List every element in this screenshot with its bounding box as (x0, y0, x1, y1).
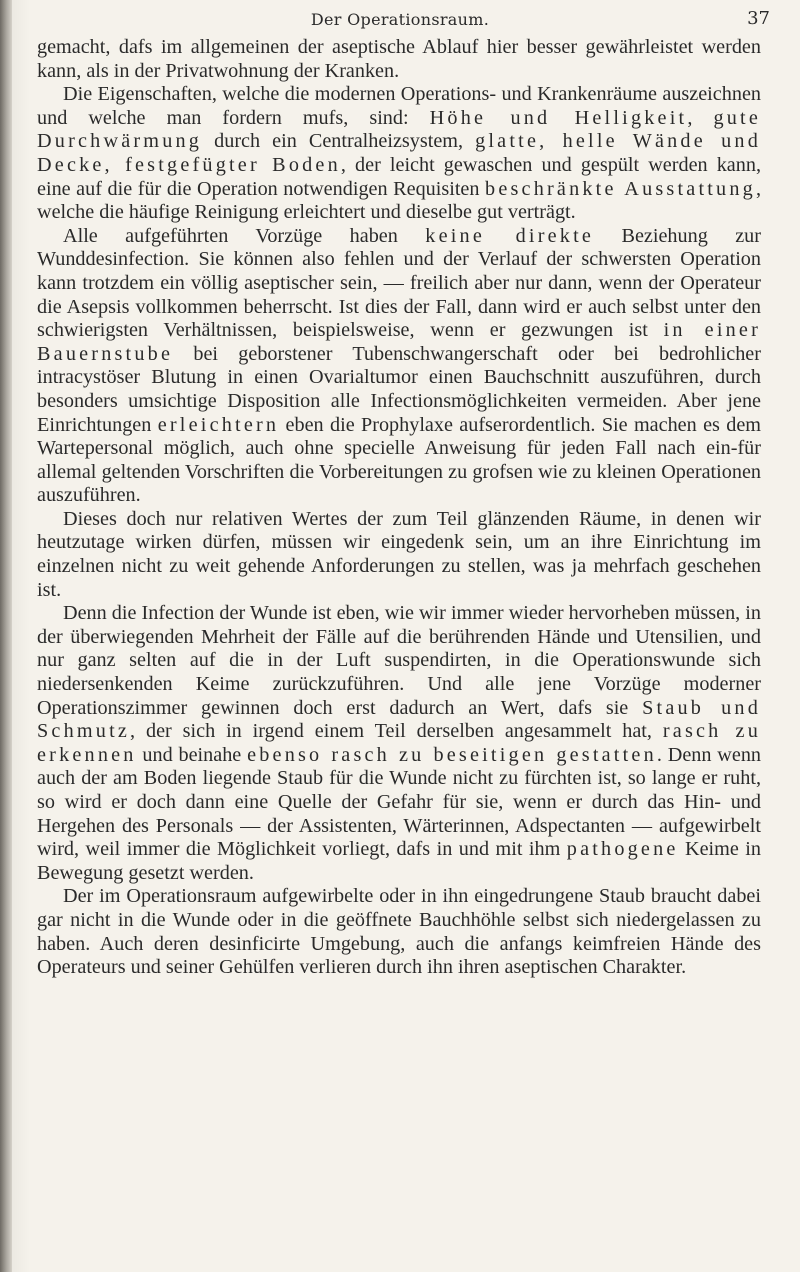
text-run: gemacht, dafs im allgemeinen der aseptische Ablauf hier besser gewährleistet werden kann, als in der Privatwohnung der Kranken. (37, 36, 761, 82)
emphasized-text: gute Durchwärmung (37, 106, 761, 153)
emphasized-text: erleichtern (157, 413, 280, 436)
page-number: 37 (747, 8, 770, 29)
text-run: , (687, 106, 714, 129)
body-text (37, 36, 761, 980)
paragraph (37, 36, 761, 83)
text-run: Keime in Bewegung gesetzt werden. (37, 838, 761, 884)
paragraph (37, 225, 761, 508)
emphasized-text: Höhe und Helligkeit (429, 106, 688, 129)
text-run: . Denn wenn auch der am Boden liegende Staub für die Wunde nicht zu fürchten ist, so lange er ruht, so wird er doch dann eine Quelle der Gefahr für sie, wenn er durch das Hin- und Hergehen des Personals — der Assistenten, Wärterinnen, Adspectanten — aufgewirbelt wird, weil immer die Möglichkeit vorliegt, dafs in und mit ihm (37, 743, 762, 861)
paragraph (37, 508, 761, 602)
text-run: Beziehung zur Wunddesinfection. Sie können also fehlen und der Verlauf der schwersten Operation kann trotzdem ein völlig aseptischer sein, — freilich aber nur dann, wenn der Operateur die Asepsis vollkommen beherrscht. Ist dies der Fall, dann wird er auch selbst unter den schwierigsten Verhältnissen, beispielsweise, wenn er gezwungen ist (37, 224, 761, 342)
emphasized-text: keine direkte (425, 224, 595, 247)
emphasized-text: Staub und Schmutz (37, 696, 761, 743)
text-run: und beinahe (136, 743, 248, 766)
emphasized-text: pathogene (566, 838, 679, 861)
text-run: eben die Prophylaxe aufserordentlich. Sie machen es dem Wartepersonal möglich, auch ohne specielle Anweisung für jeden Fall nach ein-für allemal geltenden Vorschriften die Vorbereitungen zu grofsen wie zu kleinen Operationen auszuführen. (37, 413, 761, 507)
emphasized-text: beschränkte Ausstattung (485, 177, 756, 200)
emphasized-text: ebenso rasch zu beseitigen gestatten (247, 743, 657, 766)
text-run: , der leicht gewaschen und gespült werden kann, eine auf die für die Operation notwendigen Requisiten (37, 153, 762, 200)
text-run: Alle aufgeführten Vorzüge haben (63, 224, 426, 247)
paragraph (37, 83, 761, 225)
emphasized-text: in einer Bauernstube (37, 319, 762, 365)
text-run: , welche die häufige Reinigung erleichtert und dieselbe gut verträgt. (37, 177, 761, 224)
text-run: , der sich in irgend einem Teil derselben angesammelt hat, (130, 720, 663, 743)
emphasized-text: glatte, helle Wände und Decke, festgefügter Boden (37, 130, 762, 176)
emphasized-text: rasch zu erkennen (37, 720, 761, 766)
text-run: Die Eigenschaften, welche die modernen Operations- und Krankenräume auszeichnen und welche man fordern mufs, sind: (37, 83, 761, 129)
text-run: Denn die Infection der Wunde ist eben, wie wir immer wieder hervorheben müssen, in der überwiegenden Mehrheit der Fälle auf die berührenden Hände und Utensilien, und nur ganz selten auf die in der Luft suspendirten, in die Operationswunde sich niedersenkenden Keime zurückzuführen. Und alle jene Vorzüge moderner Operationszimmer gewinnen doch erst dadurch an Wert, dafs sie (37, 602, 761, 719)
text-run: durch ein Centralheizsystem, (202, 130, 476, 153)
running-title: Der Operationsraum. (310, 10, 490, 29)
text-run: Der im Operationsraum aufgewirbelte oder in ihn eingedrungene Staub braucht dabei gar nicht in die Wunde oder in die geöffnete Bauchhöhle selbst sich niedergelassen zu haben. Auch deren desinficirte Umgebung, auch die anfangs keimfreien Hände des Operateurs und seiner Gehülfen verlieren durch ihn ihren aseptischen Charakter. (37, 885, 761, 979)
text-run: Dieses doch nur relativen Wertes der zum Teil glänzenden Räume, in denen wir heutzutage wirken dürfen, müssen wir eingedenk sein, um an ihre Einrichtung im einzelnen nicht zu weit gehende Anforderungen zu stellen, was ja mehrfach geschehen ist. (37, 507, 761, 601)
paragraph (37, 602, 761, 885)
page-header (0, 6, 800, 36)
paragraph (37, 885, 761, 979)
book-spine-shadow (0, 0, 12, 1272)
text-run: bei geborstener Tubenschwangerschaft oder bei bedrohlicher intracystöser Blutung in einen Ovarialtumor einen Bauchschnitt auszuführen, durch besonders umsichtige Disposition alle Infectionsmöglichkeiten vermeiden. Aber jene Einrichtungen (37, 342, 761, 436)
